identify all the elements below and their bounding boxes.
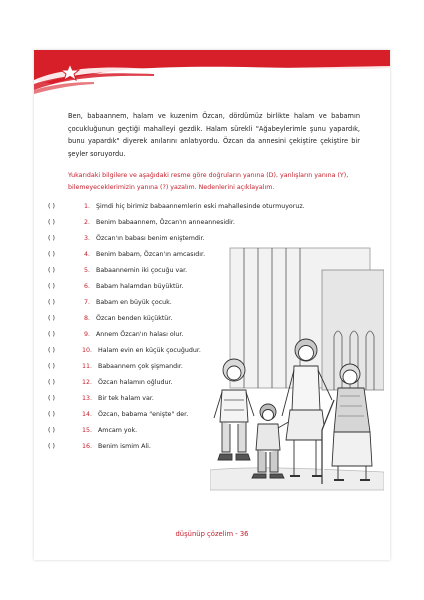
question-item: [48, 203, 305, 219]
intro-paragraph: Ben, babaannem, halam ve kuzenim Özcan, dördümüz birlikte halam ve babamın çocukluğunun geçtiği mahalleyi gezdik. Halam sürekli "Ağabeylerimle şunu yapardık, bunu yapardık" diyerek anılarını anlatıyordu. Özcan da annesini çekiştire çekiştire bir şeyler soruyordu.: [68, 112, 360, 158]
question-text: Annem Özcan'ın halası olur.: [96, 331, 184, 338]
answer-blank[interactable]: ( ): [48, 395, 55, 402]
answer-blank[interactable]: ( ): [48, 283, 55, 290]
question-text: Özcan'ın babası benim eniştemdir.: [96, 235, 205, 242]
question-number: 2.: [84, 219, 91, 226]
answer-blank[interactable]: ( ): [48, 379, 55, 386]
question-number: 8.: [84, 315, 91, 322]
answer-blank[interactable]: ( ): [48, 299, 55, 306]
answer-blank[interactable]: ( ): [48, 219, 55, 226]
question-number: 9.: [84, 331, 91, 338]
question-number: 14.: [82, 411, 93, 418]
question-text: Babam en büyük çocuk.: [96, 299, 172, 306]
question-number: 15.: [82, 427, 93, 434]
question-number: 12.: [82, 379, 93, 386]
answer-blank[interactable]: ( ): [48, 443, 55, 450]
question-text: Özcan benden küçüktür.: [96, 315, 173, 322]
question-number: 3.: [84, 235, 91, 242]
answer-blank[interactable]: ( ): [48, 363, 55, 370]
question-text: Bir tek halam var.: [98, 395, 154, 402]
question-text: Babaannem çok şişmandır.: [98, 363, 183, 370]
question-text: Amcam yok.: [98, 427, 138, 434]
question-number: 1.: [84, 203, 91, 210]
question-item: [48, 219, 248, 235]
workbook-page: [34, 50, 390, 560]
instructions-text: Yukarıdaki bilgilere ve aşağıdaki resme göre doğruların yanına (D), yanlışların yanına (Y), bilemeyeceklerimizin yanına (?) yazalım. Nedenlerini açıklayalım.: [68, 172, 349, 192]
shooting-star-icon: [34, 50, 390, 100]
question-number: 6.: [84, 283, 91, 290]
question-text: Benim babaannem, Özcan'ın anneannesidir.: [96, 219, 235, 226]
answer-blank[interactable]: ( ): [48, 427, 55, 434]
answer-blank[interactable]: ( ): [48, 331, 55, 338]
question-number: 13.: [82, 395, 93, 402]
answer-blank[interactable]: ( ): [48, 267, 55, 274]
answer-blank[interactable]: ( ): [48, 347, 55, 354]
answer-blank[interactable]: ( ): [48, 203, 55, 210]
question-text: Şimdi hiç birimiz babaannemlerin eski mahallesinde oturmuyoruz.: [96, 203, 305, 210]
question-text: Babam halamdan büyüktür.: [96, 283, 184, 290]
question-text: Özcan, babama "enişte" der.: [98, 411, 189, 418]
question-text: Babaannemin iki çocuğu var.: [96, 267, 188, 274]
question-number: 7.: [84, 299, 91, 306]
answer-blank[interactable]: ( ): [48, 411, 55, 418]
question-text: Benim ismim Ali.: [98, 443, 151, 450]
question-number: 16.: [82, 443, 93, 450]
page-footer: düşünüp çözelim - 36: [175, 530, 249, 538]
question-number: 10.: [82, 347, 93, 354]
question-number: 4.: [84, 251, 91, 258]
question-text: Özcan halamın oğludur.: [98, 379, 173, 386]
answer-blank[interactable]: ( ): [48, 235, 55, 242]
question-number: 5.: [84, 267, 91, 274]
answer-blank[interactable]: ( ): [48, 315, 55, 322]
question-text: Benim babam, Özcan'ın amcasıdır.: [96, 251, 206, 258]
question-text: Halam evin en küçük çocuğudur.: [98, 347, 201, 354]
answer-blank[interactable]: ( ): [48, 251, 55, 258]
question-number: 11.: [82, 363, 93, 370]
family-illustration: [210, 240, 384, 520]
